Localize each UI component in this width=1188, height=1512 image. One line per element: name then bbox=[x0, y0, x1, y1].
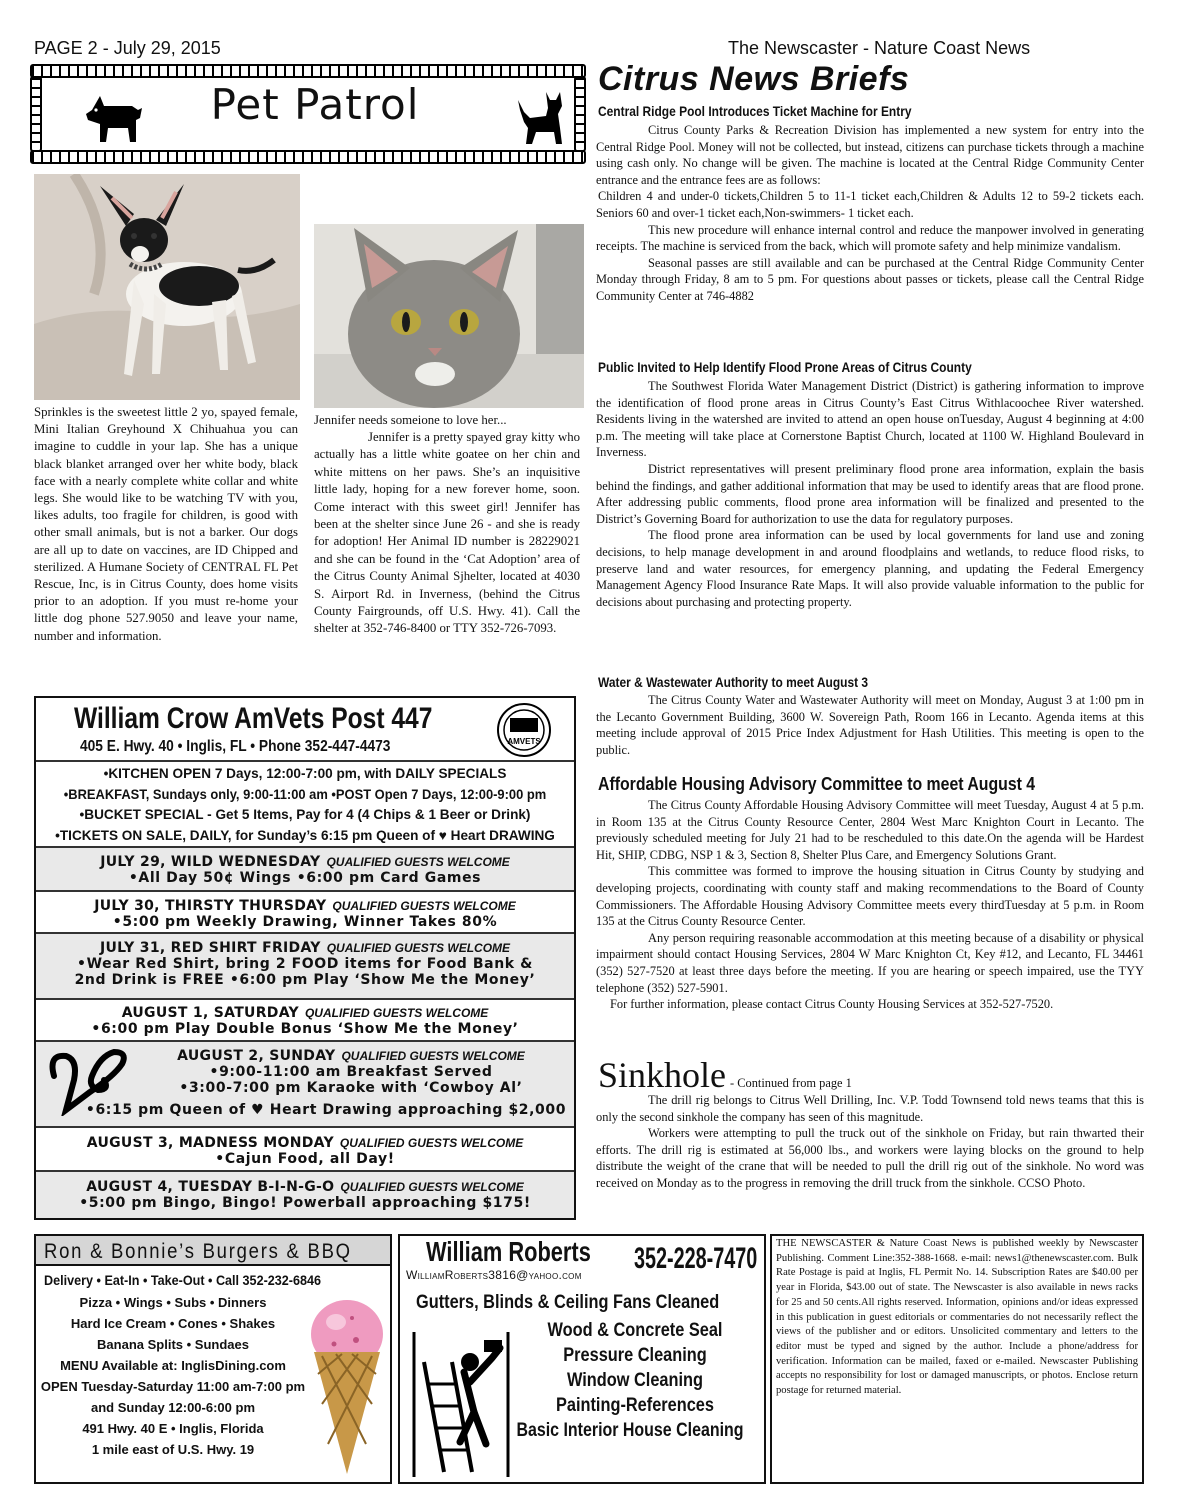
amvets-title: William Crow AmVets Post 447 bbox=[74, 702, 433, 735]
sinkhole-title bbox=[598, 1054, 852, 1096]
ad-line: and Sunday 12:00-6:00 pm bbox=[91, 1400, 255, 1415]
paragraph: Any person requiring reasonable accommodation at this meeting because of a disability or physical impairment should contact Housing Services, 2804 W Marc Knighton Ct, Key #12, and Lecanto, FL 34461 (352) 527-7520 at least three days before the meeting. If you are hearing or speech impaired, use the TYY telephone (352) 527-5901. bbox=[596, 930, 1144, 995]
paragraph: The drill rig belongs to Citrus Well Drilling, Inc. V.P. Todd Townsend told news teams that this is only the second sinkhole the company has seen of this magnitude. bbox=[596, 1093, 1144, 1124]
info-line: •KITCHEN OPEN 7 Days, 12:00-7:00 pm, with DAILY SPECIALS bbox=[103, 766, 507, 781]
publisher-statement: THE NEWSCASTER & Nature Coast News is published weekly by Newscaster Publishing. Comment Line:352-388-1668. e-mail: news1@thenewscaster.com. Bulk Rate Postage is paid at Inglis, FL Permit No. 14. Subscription Rates are $40.00 per year in Florida, $43.00 out of state. The Newscaster is also available in news racks for 25 and 50 cents.All rights reserved. Information, opinions and/or ideas expressed in this publication in guest editorials or commentaries do not necessarily reflect the views of the publisher and or editors. Unsolicited commentary and letters to the editor must be typed and signed by the author. Include a phone/address for verification. Information can be mailed, faxed or e-mailed. Newscaster Publishing accepts no responsibility for lost or damaged manuscripts, or photos. Enclose return postage for returned material. bbox=[776, 1238, 1138, 1397]
ad-line: Delivery • Eat-In • Take-Out • Call 352-232-6846 bbox=[44, 1272, 322, 1288]
service-line: Window Cleaning bbox=[566, 1370, 704, 1391]
a1-headline: Central Ridge Pool Introduces Ticket Machine for Entry bbox=[598, 104, 912, 119]
event-aug1: AUGUST 1, SATURDAY QUALIFIED GUESTS WELCOME •6:00 pm Play Double Bonus ‘Show Me the Money’ bbox=[36, 1000, 574, 1042]
event-aug3: AUGUST 3, MADNESS MONDAY QUALIFIED GUESTS WELCOME •Cajun Food, all Day! bbox=[36, 1128, 574, 1172]
info-line: •BUCKET SPECIAL - Get 5 Items, Pay for 4 (4 Chips & 1 Beer or Drink) bbox=[79, 807, 531, 822]
service-line: Pressure Cleaning bbox=[563, 1345, 707, 1366]
ice-cream-cone-icon bbox=[306, 1294, 388, 1478]
ad-line: 1 mile east of U.S. Hwy. 19 bbox=[91, 1442, 255, 1457]
amvets-seal-icon bbox=[496, 702, 552, 758]
paragraph: Citrus County Parks & Recreation Division has implemented a new system for entry into the Central Ridge Pool. Money will not be collected, but instead, citizens can purchase tickets through a machine using cash only. No change will be given. The machine is located at the Central Ridge Community Center entrance and the entrance fees are as follows: bbox=[596, 123, 1144, 187]
event-jul30: JULY 30, THIRSTY THURSDAY QUALIFIED GUESTS WELCOME •5:00 pm Weekly Drawing, Winner Takes 80% bbox=[36, 892, 574, 934]
paper-name: The Newscaster - Nature Coast News bbox=[728, 38, 1031, 58]
ad-line: Pizza • Wings • Subs • Dinners bbox=[79, 1295, 267, 1310]
ad-line: Hard Ice Cream • Cones • Shakes bbox=[70, 1316, 276, 1331]
paragraph: Seasonal passes are still available and can be purchased at the Central Ridge Community Center Monday through Friday, 8 am to 5 pm. For questions about passes or tickets, please call the Central Ridge Community Center at 746-4882 bbox=[596, 255, 1144, 303]
amvets-info bbox=[36, 760, 574, 846]
event-aug2: AUGUST 2, SUNDAY QUALIFIED GUESTS WELCOME •9:00-11:00 am Breakfast Served •3:00-7:00 pm Karaoke with ‘Cowboy Al’ •6:15 pm Queen of ♥ Heart Drawing approaching $2,000 bbox=[36, 1042, 574, 1128]
roberts-phone: 352-228-7470 bbox=[634, 1242, 758, 1275]
paragraph: The Southwest Florida Water Management District (District) is gathering information to improve the identification of flood prone areas in Citrus County’s East Citrus Withlacoochee River watershed. Residents living in the watershed are invited to attend an open house onTuesday, August 4 beginning at 4:00 p.m. The meeting will take place at Cornerstone Baptist Church, located at 1100 W. Highland Boulevard in Inverness. bbox=[596, 379, 1144, 460]
paragraph: Workers were attempting to pull the truck out of the sinkhole on Friday, but rain thwarted their efforts. The drill rig is estimated at 56,000 lbs., and workers were laying blocks on the ground to help distribute the weight of the crane that will be needed to pull the drill rig out of the sinkhole. No word was received on Monday as to the progress in removing the drill truck from the sinkhole. CCSO Photo. bbox=[596, 1126, 1144, 1190]
a4-headline: Affordable Housing Advisory Committee to meet August 4 bbox=[598, 774, 1036, 794]
jennifer-lead: Jennifer needs someione to love her... bbox=[314, 413, 507, 427]
service-line: Painting-References bbox=[555, 1395, 714, 1416]
ad-line: 491 Hwy. 40 E • Inglis, Florida bbox=[82, 1421, 264, 1436]
pet-patrol-title: Pet Patrol bbox=[210, 80, 420, 129]
painter-on-ladder-icon bbox=[404, 1322, 514, 1482]
continued-note: - Continued from page 1 bbox=[730, 1076, 852, 1090]
paragraph: Children 4 and under-0 tickets,Children 5 to 11-1 ticket each,Children & Adults 12 to 59-2 tickets each. Seniors 60 and over-1 ticket each,Non-swimmers- 1 ticket each. bbox=[596, 189, 1144, 220]
paragraph: The Citrus County Water and Wastewater Authority will meet on Monday, August 3 at 1:00 pm in the Lecanto Government Building, 3600 W. Sovereign Path, Room 166 in Lecanto. Agenda items at this meeting include approval of 2015 Price Index Adjustment for Hash Utilities. This meeting is open to the public. bbox=[596, 693, 1144, 757]
sinkhole-heading: Sinkhole bbox=[598, 1055, 727, 1095]
ad-line: MENU Available at: InglisDining.com bbox=[60, 1358, 286, 1373]
william-roberts-ad bbox=[398, 1234, 766, 1484]
sinkhole-body bbox=[596, 1092, 1144, 1192]
pet-patrol-banner bbox=[30, 64, 586, 166]
service-line: Wood & Concrete Seal bbox=[547, 1320, 723, 1341]
ad-line: OPEN Tuesday-Saturday 11:00 am-7:00 pm bbox=[40, 1379, 306, 1394]
sprinkles-description: Sprinkles is the sweetest little 2 yo, spayed female, Mini Italian Greyhound X Chihuahua you can imagine to cuddle in your lap. She has a unique black blanket arranged over her white body, black face with a nearly complete white collar and white legs. She would like to be watching TV with you, likes adults, too fragile for children, is good with other small animals, but is not a barker. Our dogs are all up to date on vaccines, are ID Chipped and sterilized. A Humane Society of CENTRAL FL Pet Rescue, Inc, is in Citrus County, does home visits prior to an adoption. If you must re-home your little dog phone 527.9050 and leave your name, number and information. bbox=[34, 405, 298, 643]
briefs-title: Citrus News Briefs bbox=[598, 60, 910, 98]
paragraph: The flood prone area information can be used by local governments for land use and zoning decisions, to help manage development in and around floodplains and wetlands, to reduce flood risks, to preserve land and water resources, for emergency planning, and updating the Federal Emergency Management Agency Flood Insurance Rate Maps. It will also provide valuable information to the public for decisions about purchasing and protecting property. bbox=[596, 528, 1144, 609]
service-line: Gutters, Blinds & Ceiling Fans Cleaned bbox=[416, 1292, 720, 1313]
event-jul31: JULY 31, RED SHIRT FRIDAY QUALIFIED GUESTS WELCOME •Wear Red Shirt, bring 2 FOOD items for Food Bank & 2nd Drink is FREE •6:00 pm Play ‘Show Me the Money’ bbox=[36, 934, 574, 1000]
sprinkles-photo bbox=[34, 174, 300, 400]
a2-headline: Public Invited to Help Identify Flood Prone Areas of Citrus County bbox=[598, 360, 972, 375]
a3-body bbox=[596, 692, 1144, 758]
paragraph: The Citrus County Affordable Housing Advisory Committee will meet Tuesday, August 4 at 5 p.m. in Room 135 at the Citrus County Resource Center, 2804 West Marc Knighton Court in Lecanto. The previously scheduled meeting for July 21 had to be rescheduled to this date.On the agenda will be Hardest Hit, SHIP, CDBG, NSP 1 & 3, Section 8, Shelter Plus Care, and Emergency Solutions Grant. bbox=[596, 798, 1144, 862]
service-line: Basic Interior House Cleaning bbox=[516, 1420, 744, 1441]
a1-body bbox=[596, 122, 1144, 305]
page-folio: PAGE 2 - July 29, 2015 bbox=[34, 38, 221, 58]
info-line: •BREAKFAST, Sundays only, 9:00-11:00 am •POST Open 7 Days, 12:00-9:00 pm bbox=[63, 786, 547, 802]
roberts-name: William Roberts bbox=[426, 1236, 591, 1267]
publisher-box bbox=[770, 1234, 1144, 1484]
paragraph: For further information, please contact Citrus County Housing Services at 352-527-7520. bbox=[610, 997, 1054, 1012]
event-jul29: JULY 29, WILD WEDNESDAY QUALIFIED GUESTS WELCOME •All Day 50¢ Wings •6:00 pm Card Games bbox=[36, 848, 574, 892]
event-aug4: AUGUST 4, TUESDAY B-I-N-G-O QUALIFIED GUESTS WELCOME •5:00 pm Bingo, Bingo! Powerball approaching $175! bbox=[36, 1172, 574, 1218]
paragraph: This committee was formed to improve the housing situation in Citrus County by studying and developing projects, coordinating with county staff and making recommendations to the Board of County Commissioners. The Affordable Housing Advisory Committee meets every thirdTuesday at 5 p.m. in Room 135 at the Citrus County Resource Center. bbox=[596, 864, 1144, 929]
scottie-dog-icon bbox=[82, 90, 152, 148]
ad-line: Banana Splits • Sundaes bbox=[97, 1337, 249, 1352]
cat-icon bbox=[516, 88, 566, 148]
ron-bonnie-ad bbox=[34, 1234, 392, 1484]
a3-headline: Water & Wastewater Authority to meet August 3 bbox=[598, 675, 869, 690]
paragraph: District representatives will present preliminary flood prone area information, explain the basis behind the findings, and gather additional information that may be used to identify areas that are flood prone. After addressing public comments, flood prone area information will be finalized and presented to the District’s Governing Board for authorization to use the data for regulatory purposes. bbox=[596, 461, 1144, 526]
amvets-address: 405 E. Hwy. 40 • Inglis, FL • Phone 352-447-4473 bbox=[80, 738, 391, 755]
jennifer-description: Jennifer is a pretty spayed gray kitty who actually has a little white goatee on her chin and white mittens on her paws. She’s an inquisitive little lady, hoping for a new forever home, soon. Come interact with this sweet girl! Jennifer has been at the shelter since June 26 - and she is ready for adoption! Her Animal ID number is 28229021 and she can be found in the ‘Cat Adoption’ area of the Citrus County Animal Sjhelter, located at 4030 S. Airport Rd. in Inverness, (behind the Citrus County Fairgrounds, off U.S. Hwy. 41). Call the shelter at 352-746-8400 or TTY 352-726-7093. bbox=[314, 430, 580, 636]
a2-body bbox=[596, 378, 1144, 610]
roberts-email: WilliamRoberts3816@yahoo.com bbox=[406, 1268, 582, 1282]
paragraph: This new procedure will enhance internal control and reduce the manpower involved in generating receipts. The machine is serviced from the back, which will promote safety and help minimize vandalism. bbox=[596, 222, 1144, 254]
ron-bonnie-title: Ron & Bonnie’s Burgers & BBQ bbox=[44, 1240, 352, 1263]
amvets-ad bbox=[34, 696, 576, 1220]
jennifer-photo bbox=[314, 224, 584, 408]
info-line: •TICKETS ON SALE, DAILY, for Sunday’s 6:15 pm Queen of ♥ Heart DRAWING bbox=[55, 827, 555, 843]
a4-body bbox=[596, 797, 1144, 1013]
svg-text:AMVETS: AMVETS bbox=[507, 737, 541, 746]
